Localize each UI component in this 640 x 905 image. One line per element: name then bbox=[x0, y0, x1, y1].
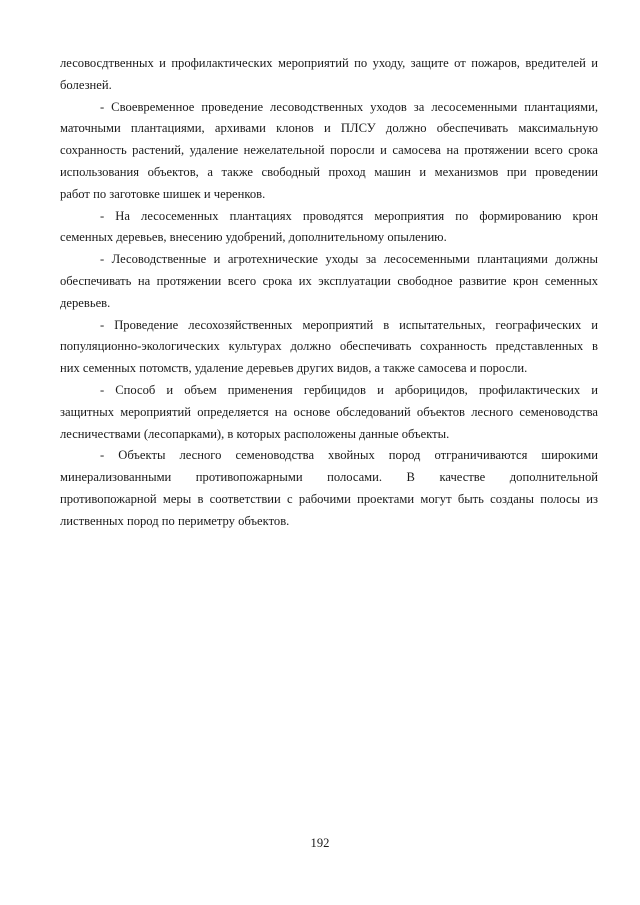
text-line: них семенных потомств, удаление деревьев других видов, а также самосева и поросли. bbox=[60, 361, 528, 376]
text-line: лиственных пород по периметру объектов. bbox=[60, 513, 290, 528]
text-line: - Объекты лесного семеноводства хвойных пород отграничиваются широкими bbox=[100, 448, 598, 463]
text-line: противопожарной меры в соответствии с рабочими проектами могут быть созданы полосы из bbox=[60, 491, 598, 506]
text-line: лесничествами (лесопарками), в которых расположены данные объекты. bbox=[60, 426, 450, 441]
text-line: минерализованными противопожарными полосами. В качестве дополнительной bbox=[60, 470, 598, 485]
text-line: деревьев. bbox=[60, 295, 111, 310]
text-line: - На лесосеменных плантациях проводятся мероприятия по формированию крон bbox=[100, 208, 598, 223]
text-line: - Проведение лесохозяйственных мероприятий в испытательных, географических и bbox=[100, 317, 598, 332]
text-line: популяционно-экологических культурах должно обеспечивать сохранность представленных в bbox=[60, 339, 598, 354]
text-line: работ по заготовке шишек и черенков. bbox=[60, 186, 266, 201]
text-line: лесовосдтвенных и профилактических мероприятий по уходу, защите от пожаров, вредителей и bbox=[60, 56, 598, 70]
text-line: - Своевременное проведение лесоводственных уходов за лесосеменными плантациями, bbox=[100, 99, 598, 114]
page-number: 192 bbox=[310, 836, 330, 850]
text-line: - Способ и объем применения гербицидов и арборицидов, профилактических и bbox=[100, 382, 598, 397]
text-line: использования объектов, а также свободный проход машин и механизмов при проведении bbox=[60, 164, 598, 179]
text-line: болезней. bbox=[60, 77, 112, 92]
text-line: сохранность растений, удаление нежелательной поросли и самосева на протяжении всего срока bbox=[60, 143, 598, 158]
text-line: обеспечивать на протяжении всего срока их эксплуатации свободное развитие крон семенных bbox=[60, 273, 598, 288]
text-line: маточными плантациями, архивами клонов и ПЛСУ должно обеспечивать максимальную bbox=[60, 121, 598, 136]
body-text bbox=[60, 53, 598, 533]
text-line: защитных мероприятий определяется на основе обследований объектов лесного семеноводства bbox=[60, 404, 598, 419]
text-line: - Лесоводственные и агротехнические уходы за лесосеменными плантациями должны bbox=[100, 252, 598, 267]
text-line: семенных деревьев, внесению удобрений, дополнительному опылению. bbox=[60, 230, 447, 245]
